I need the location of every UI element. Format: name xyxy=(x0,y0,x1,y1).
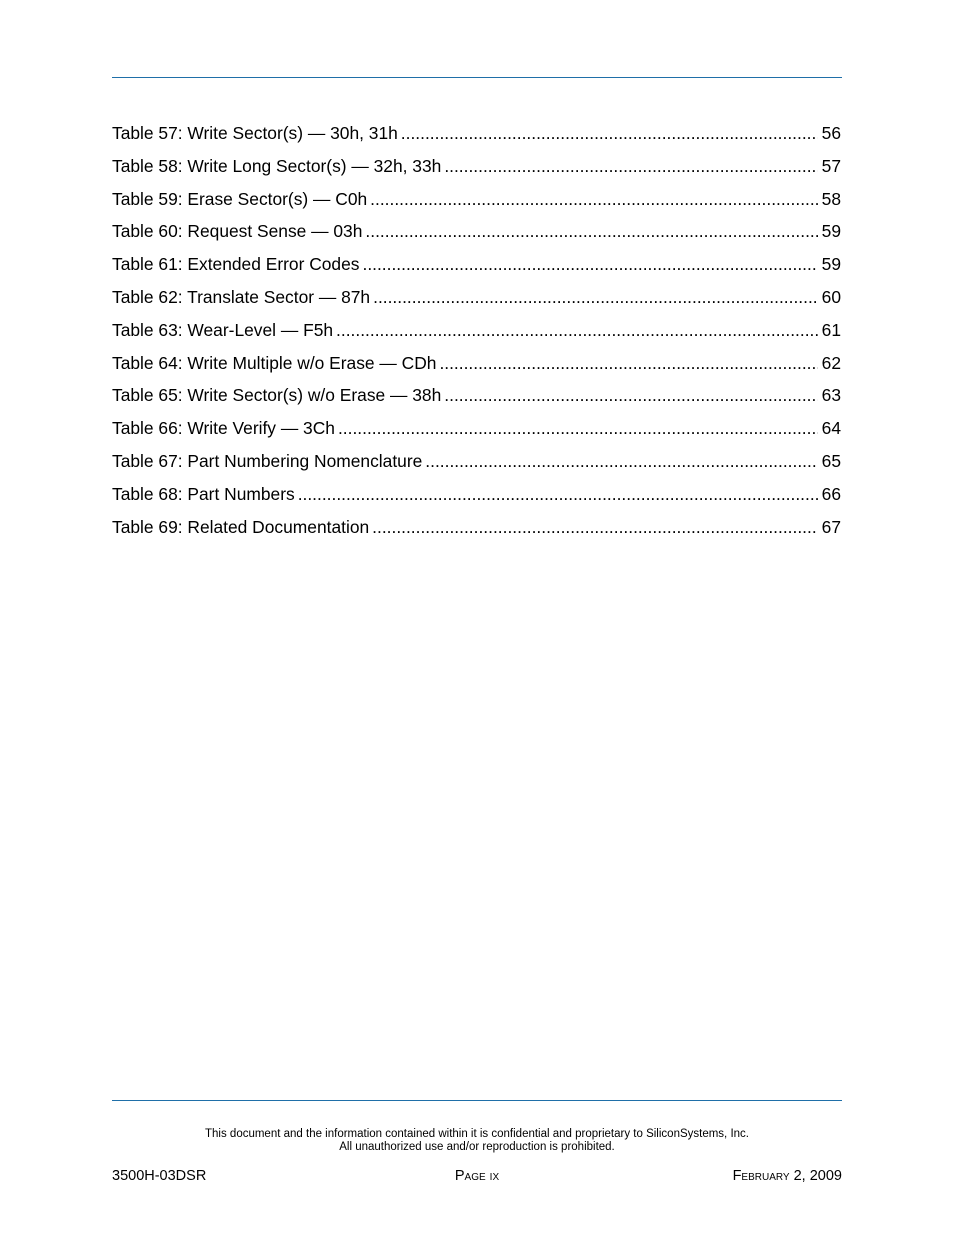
toc-leader xyxy=(338,412,818,445)
toc-leader xyxy=(401,117,818,150)
toc-entry[interactable] xyxy=(112,445,841,478)
toc-entry-title: Table 66: Write Verify — 3Ch xyxy=(112,418,335,439)
toc-entry-page: 64 xyxy=(821,418,841,439)
page-footer xyxy=(112,1166,842,1186)
toc-entry-page: 63 xyxy=(821,385,841,406)
table-of-contents xyxy=(112,117,841,543)
toc-entry-title: Table 64: Write Multiple w/o Erase — CDh xyxy=(112,352,437,373)
toc-entry-page: 56 xyxy=(821,123,841,143)
toc-entry[interactable] xyxy=(112,215,841,248)
toc-entry-page: 60 xyxy=(821,286,841,307)
toc-entry[interactable] xyxy=(112,314,841,347)
toc-leader xyxy=(362,248,817,281)
document-date: February 2, 2009 xyxy=(732,1168,842,1184)
toc-entry[interactable] xyxy=(112,379,841,412)
toc-entry-title: Table 58: Write Long Sector(s) — 32h, 33h xyxy=(112,155,442,176)
toc-entry-page: 58 xyxy=(821,188,841,209)
toc-leader xyxy=(425,445,817,478)
toc-entry[interactable] xyxy=(112,150,841,183)
toc-leader xyxy=(336,314,818,347)
toc-entry-title: Table 60: Request Sense — 03h xyxy=(112,221,363,242)
toc-leader xyxy=(444,150,817,183)
toc-entry-page: 65 xyxy=(821,450,841,471)
toc-entry-title: Table 61: Extended Error Codes xyxy=(112,254,360,275)
toc-entry[interactable] xyxy=(112,412,841,445)
toc-entry-page: 59 xyxy=(821,254,841,275)
toc-entry-page: 57 xyxy=(821,155,841,176)
confidentiality-notice xyxy=(112,1128,842,1154)
toc-entry[interactable] xyxy=(112,478,841,511)
toc-entry-title: Table 65: Write Sector(s) w/o Erase — 38h xyxy=(112,385,442,406)
toc-entry-title: Table 63: Wear-Level — F5h xyxy=(112,319,334,340)
toc-entry-title: Table 59: Erase Sector(s) — C0h xyxy=(112,188,368,209)
toc-leader xyxy=(365,215,817,248)
toc-entry-title: Table 68: Part Numbers xyxy=(112,483,295,504)
toc-entry[interactable] xyxy=(112,248,841,281)
toc-entry[interactable] xyxy=(112,183,841,216)
toc-entry[interactable] xyxy=(112,347,841,380)
toc-entry-title: Table 69: Related Documentation xyxy=(112,516,370,537)
toc-entry[interactable] xyxy=(112,511,841,544)
toc-entry-page: 66 xyxy=(821,483,841,504)
confidentiality-notice-line-1: This document and the information contained within it is confidential and proprietary to SiliconSystems, Inc. xyxy=(205,1128,749,1140)
toc-entry-title: Table 57: Write Sector(s) — 30h, 31h xyxy=(112,123,398,143)
toc-leader xyxy=(439,347,817,380)
toc-entry-page: 67 xyxy=(821,516,841,537)
page-number: Page ix xyxy=(454,1168,500,1184)
toc-entry-title: Table 67: Part Numbering Nomenclature xyxy=(112,450,423,471)
header-rule xyxy=(112,77,842,78)
toc-entry-title: Table 62: Translate Sector — 87h xyxy=(112,286,371,307)
toc-leader xyxy=(370,183,817,216)
toc-leader xyxy=(298,478,818,511)
footer-rule xyxy=(112,1100,842,1101)
toc-entry-page: 61 xyxy=(821,319,841,340)
toc-entry[interactable] xyxy=(112,117,841,150)
toc-leader xyxy=(444,379,817,412)
toc-leader xyxy=(372,511,818,544)
toc-entry[interactable] xyxy=(112,281,841,314)
toc-entry-page: 62 xyxy=(821,352,841,373)
toc-entry-page: 59 xyxy=(821,221,841,242)
toc-leader xyxy=(373,281,818,314)
confidentiality-notice-line-2: All unauthorized use and/or reproduction is prohibited. xyxy=(339,1141,615,1153)
document-number: 3500H-03DSR xyxy=(112,1168,207,1184)
